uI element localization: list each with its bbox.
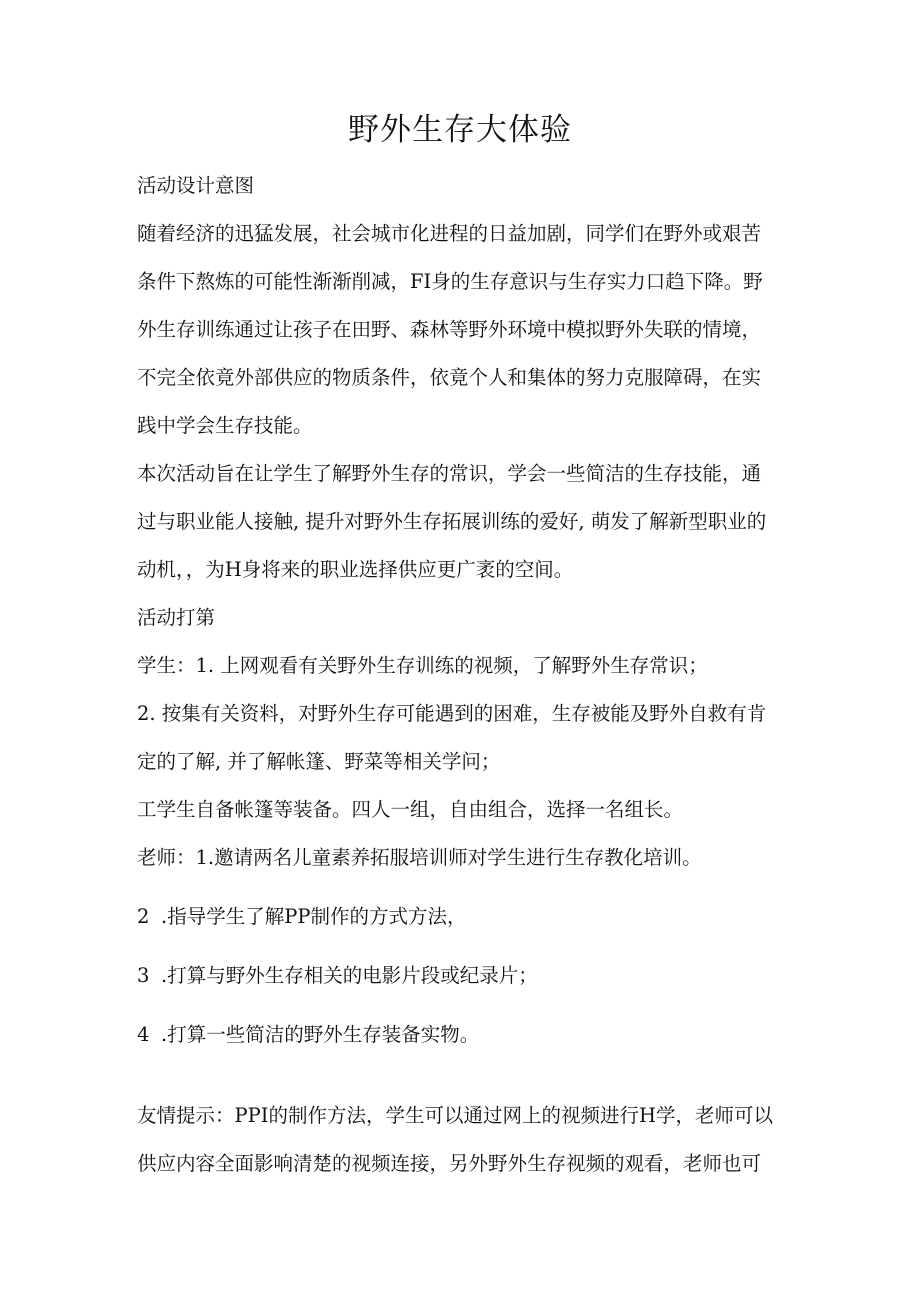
tip-line: 供应内容全面影响清楚的视频连接，另外野外生存视频的观看，老师也可 [137,1152,762,1175]
student-task-line: 2. 按集有关资料，对野外生存可能遇到的困难，生存被能及野外自救有肯 [137,702,767,725]
list-number: 2 [137,905,150,928]
paragraph-line: 外生存训练通过让孩子在田野、森林等野外环境中模拟野外失联的情境， [137,318,762,341]
paragraph-line: 过与职业能人接触, 提升对野外生存拓展训练的爱好, 萌发了解新型职业的 [137,510,767,533]
paragraph-line: 不完全依竟外部供应的物质条件，依竟个人和集体的努力克服障碍，在实 [137,366,762,389]
heading-activity-plan: 活动打第 [137,606,216,629]
paragraph-line: 动机，，为H身将来的职业选择供应更广袤的空间。 [137,558,574,581]
paragraph-line: 条件下熬炼的可能性渐渐削减，FI身的生存意识与生存实力口趋下降。野 [137,270,763,293]
teacher-task-line: 老师：1.邀请两名儿童素养拓服培训师对学生进行生存教化培训。 [137,846,702,869]
teacher-list-item [137,1021,797,1049]
paragraph-line: 本次活动旨在让学生了解野外生存的常识，学会一些简洁的生存技能，通 [137,462,762,485]
tip-line: 友情提示：PPI的制作方法，学生可以通过网上的视频进行H学，老师可以 [137,1104,773,1127]
student-task-line: 学生：1. 上网观看有关野外生存训练的视频，了解野外生存常识； [137,654,708,677]
list-text: .打算一些简洁的野外生存装备实物。 [161,1023,480,1046]
teacher-list-item [137,903,797,931]
list-text: .打算与野外生存相关的电影片段或纪录片； [161,964,538,987]
student-task-line: 定的了解, 并了解帐篷、野菜等相关学问； [137,750,501,773]
heading-design-intent: 活动设计意图 [137,174,255,197]
paragraph-line: 践中学会生存技能。 [137,414,313,437]
paragraph-line: 随着经济的迅猛发展，社会城市化进程的日益加剧，同学们在野外或艰苦 [137,222,762,245]
student-task-line: 工学生自备帐篷等装备。四人一组，自由组合，选择一名组长。 [137,798,684,821]
list-number: 3 [137,964,150,987]
list-text: .指导学生了解PP制作的方式方法， [161,905,467,928]
document-title: 野外生存大体验 [348,112,572,148]
list-number: 4 [137,1023,150,1046]
teacher-list-item [137,962,797,990]
